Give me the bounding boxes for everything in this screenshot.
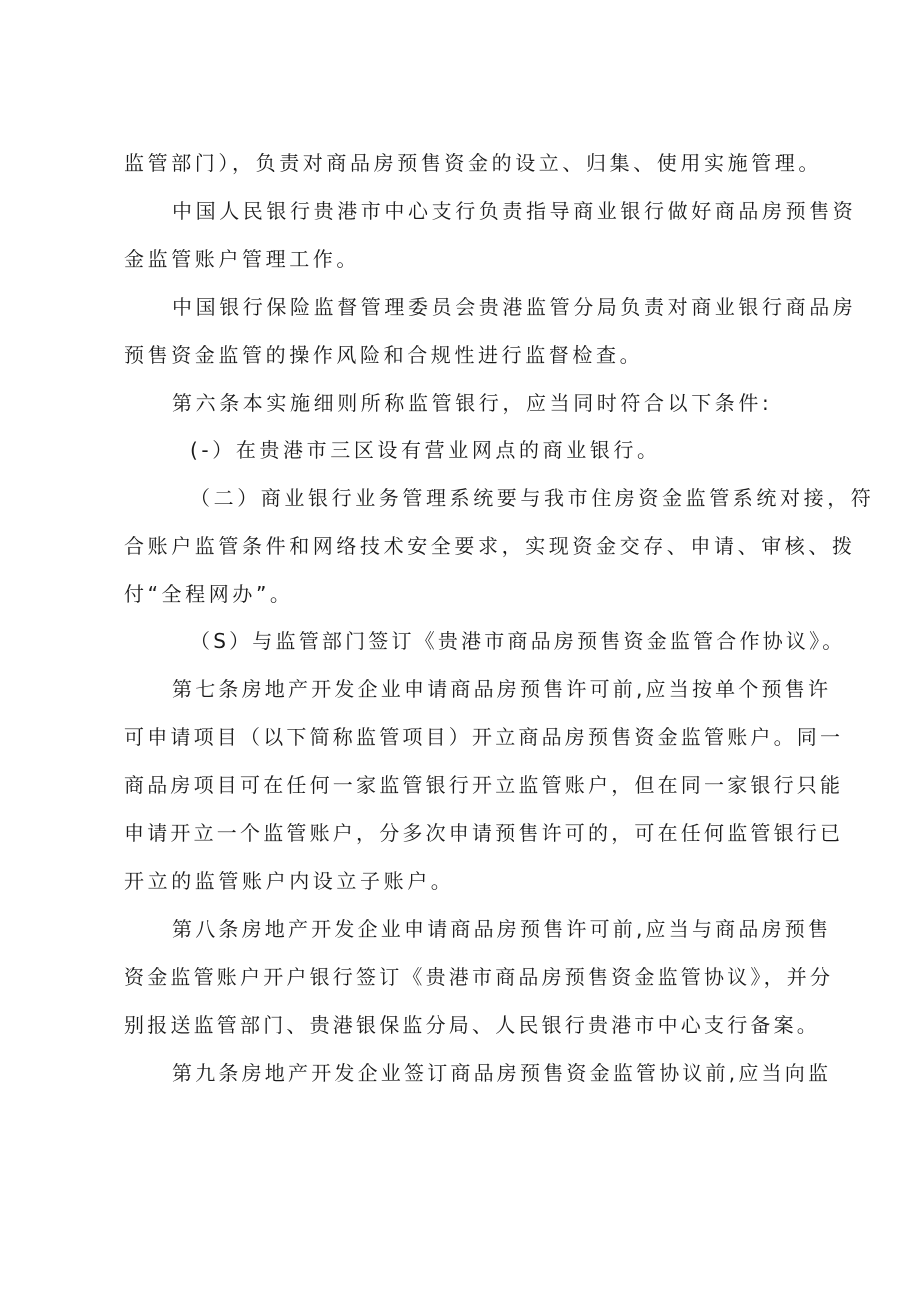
text-line: 第六条本实施细则所称监管银行，应当同时符合以下条件: — [172, 391, 773, 415]
text-line: （二）商业银行业务管理系统要与我市住房资金监管系统对接，符 — [190, 486, 875, 510]
text-line: 第七条房地产开发企业申请商品房预售许可前,应当按单个预售许 — [172, 677, 832, 701]
text-line: 申请开立一个监管账户，分多次申请预售许可的，可在任何监管银行已 — [124, 821, 844, 845]
text-line: （S）与监管部门签订《贵港市商品房预售资金监管合作协议》。 — [190, 629, 846, 653]
text-line: 别报送监管部门、贵港银保监分局、人民银行贵港市中心支行备案。 — [124, 1013, 820, 1037]
text-line: 预售资金监管的操作风险和合规性进行监督检查。 — [124, 343, 644, 367]
text-line: (-）在贵港市三区设有营业网点的商业银行。 — [190, 438, 661, 462]
text-line: 商品房项目可在任何一家监管银行开立监管账户，但在同一家银行只能 — [124, 773, 844, 797]
text-line: 第九条房地产开发企业签订商品房预售资金监管协议前,应当向监 — [172, 1061, 832, 1085]
text-line: 金监管账户管理工作。 — [124, 247, 360, 271]
text-line: 开立的监管账户内设立子账户。 — [124, 869, 455, 893]
text-line: 中国人民银行贵港市中心支行负责指导商业银行做好商品房预售资 — [172, 199, 857, 223]
text-line: 合账户监管条件和网络技术安全要求，实现资金交存、申请、审核、拨 — [124, 534, 856, 558]
text-line: 第八条房地产开发企业申请商品房预售许可前,应当与商品房预售 — [172, 917, 832, 941]
text-line: 付“全程网办”。 — [124, 582, 294, 606]
text-line: 中国银行保险监督管理委员会贵港监管分局负责对商业银行商品房 — [172, 295, 857, 319]
text-line: 可申请项目（以下简称监管项目）开立商品房预售资金监管账户。同一 — [124, 725, 844, 749]
text-line: 监管部门），负责对商品房预售资金的设立、归集、使用实施管理。 — [124, 151, 822, 175]
text-line: 资金监管账户开户银行签订《贵港市商品房预售资金监管协议》，并分 — [124, 965, 834, 989]
